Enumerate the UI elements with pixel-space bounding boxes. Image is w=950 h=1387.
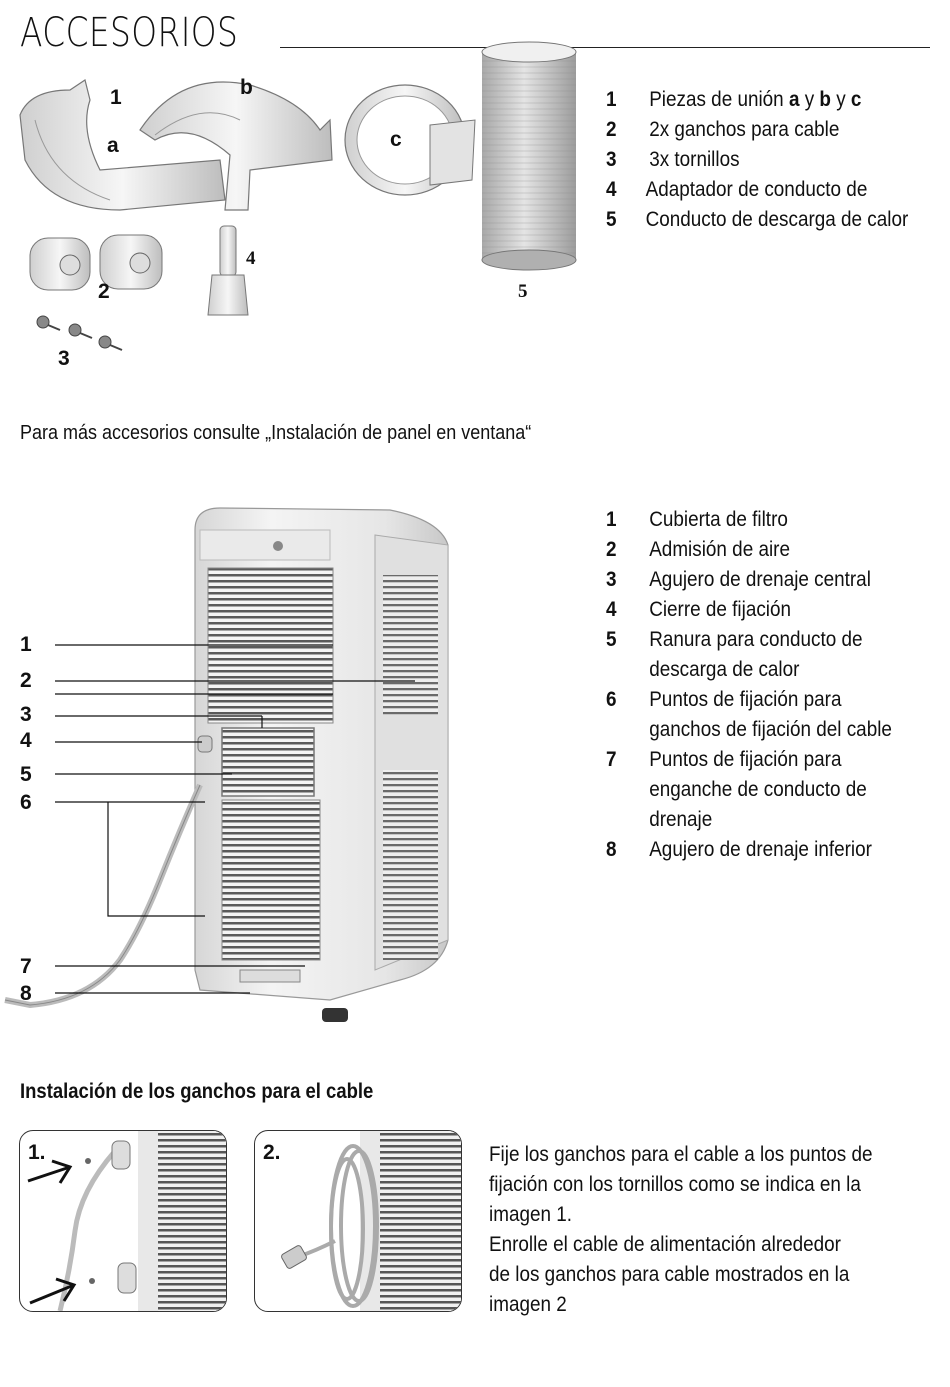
install-step-1-image — [19, 1130, 227, 1312]
section-heading-cable-hooks: Instalación de los ganchos para el cable — [20, 1080, 374, 1103]
callout-2: 2 — [20, 669, 32, 692]
callout-7: 7 — [20, 955, 32, 978]
part-label-5: 5 — [518, 281, 528, 302]
step-1-label: 1. — [28, 1141, 46, 1164]
instruction-line: Enrolle el cable de alimentación alrededor — [489, 1233, 841, 1256]
part-label-3: 3 — [58, 347, 70, 370]
part-label-b: b — [240, 76, 253, 99]
cable-hooks-image — [30, 235, 162, 290]
title-rule — [280, 47, 930, 48]
install-step-2-image — [254, 1130, 462, 1312]
part-label-1: 1 — [110, 86, 122, 109]
accessory-parts-illustration — [10, 60, 490, 380]
callout-6: 6 — [20, 791, 32, 814]
instruction-line: fijación con los tornillos como se indica en la — [489, 1173, 861, 1196]
part-label-a: a — [107, 134, 119, 157]
callout-4: 4 — [20, 729, 32, 752]
part-label-c: c — [390, 128, 402, 151]
instruction-line: Fije los ganchos para el cable a los puntos de — [489, 1143, 873, 1166]
instruction-line: imagen 2 — [489, 1293, 567, 1316]
callout-1: 1 — [20, 633, 32, 656]
instruction-line: imagen 1. — [489, 1203, 573, 1226]
part-label-2: 2 — [98, 280, 110, 303]
more-accessories-note: Para más accesorios consulte „Instalación de panel en ventana“ — [20, 422, 532, 444]
callout-3: 3 — [20, 703, 32, 726]
instruction-line: de los ganchos para cable mostrados en la — [489, 1263, 850, 1286]
screws-image — [37, 316, 122, 350]
section-title-accesorios: ACCESORIOS — [20, 10, 239, 56]
callout-8: 8 — [20, 982, 32, 1005]
drain-adapter-image — [208, 226, 248, 315]
air-conditioner-rear-diagram — [0, 500, 460, 1030]
part-label-4: 4 — [246, 248, 256, 269]
callout-5: 5 — [20, 763, 32, 786]
connector-part-c-image — [345, 85, 475, 195]
exhaust-hose-image — [478, 40, 580, 272]
step-2-label: 2. — [263, 1141, 281, 1164]
cable-hooks-instructions — [489, 1140, 903, 1320]
